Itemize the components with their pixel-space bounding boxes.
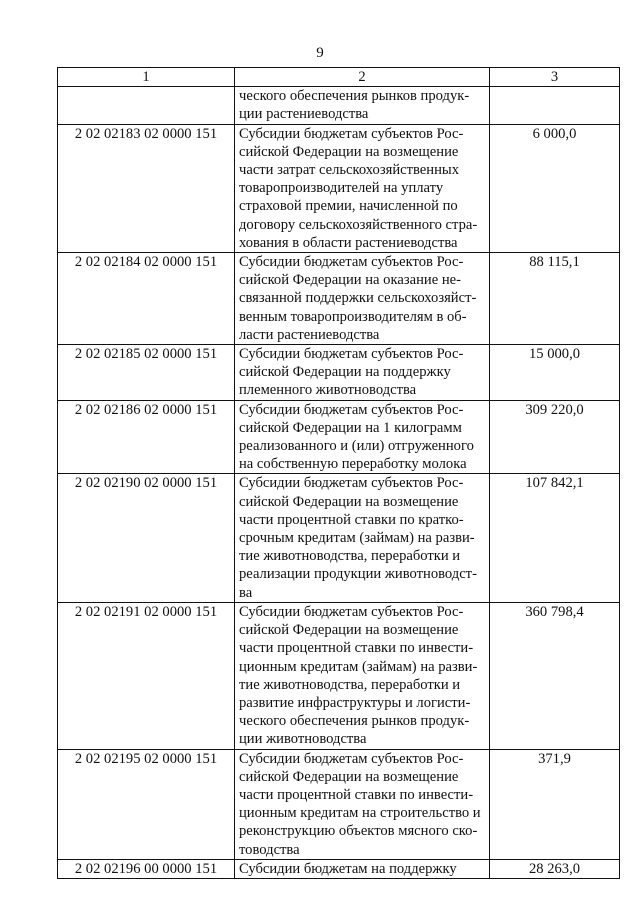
description-line: сийской Федерации на возмещение [239, 768, 459, 785]
amount-cell: 6 000,0 [490, 124, 620, 252]
description-cell [235, 749, 490, 859]
description-line: сийской Федерации на возмещение [239, 622, 459, 639]
amount-cell: 360 798,4 [490, 602, 620, 749]
description-line: Субсидии бюджетам субъектов Рос- [239, 401, 464, 418]
budget-code-cell: 2 02 02186 02 0000 151 [58, 400, 235, 474]
description-cell [235, 87, 490, 124]
table-body [58, 87, 620, 879]
description-line: страховой премии, начисленной по [239, 198, 458, 215]
table-header-row [58, 68, 620, 87]
budget-code-cell: 2 02 02195 02 0000 151 [58, 749, 235, 859]
description-line: ческого обеспечения рынков продук- [239, 713, 470, 730]
description-cell [235, 124, 490, 252]
amount-cell: 28 263,0 [490, 859, 620, 878]
description-line: Субсидии бюджетам на поддержку [239, 860, 457, 877]
budget-code-cell: 2 02 02183 02 0000 151 [58, 124, 235, 252]
budget-table [57, 67, 620, 879]
description-line: части процентной ставки по инвести- [239, 640, 474, 657]
table-row [58, 124, 620, 252]
table-row [58, 253, 620, 345]
description-line: товодства [239, 841, 300, 858]
budget-code-cell: 2 02 02196 00 0000 151 [58, 859, 235, 878]
description-line: Субсидии бюджетам субъектов Рос- [239, 254, 464, 271]
amount-cell: 15 000,0 [490, 345, 620, 401]
description-line: ционным кредитам (займам) на разви- [239, 658, 478, 675]
budget-code-cell [58, 87, 235, 124]
description-line: хования в области растениеводства [239, 234, 458, 251]
description-line: Субсидии бюджетам субъектов Рос- [239, 475, 464, 492]
description-cell [235, 253, 490, 345]
description-line: ции животноводства [239, 731, 367, 748]
amount-cell: 107 842,1 [490, 474, 620, 602]
description-cell [235, 859, 490, 878]
description-line: связанной поддержки сельскохозяйст- [239, 290, 477, 307]
description-line: ционным кредитам на строительство и [239, 805, 481, 822]
description-line: ции растениеводства [239, 106, 369, 123]
table-row [58, 602, 620, 749]
description-line: реконструкцию объектов мясного ско- [239, 823, 478, 840]
table-row [58, 474, 620, 602]
column-header-3: 3 [490, 68, 620, 87]
description-line: части процентной ставки по инвести- [239, 786, 474, 803]
description-line: тие животноводства, переработки и [239, 676, 461, 693]
description-line: венным товаропроизводителям в об- [239, 308, 467, 325]
description-line: реализованного и (или) отгруженного [239, 438, 474, 455]
description-line: сийской Федерации на возмещение [239, 493, 459, 510]
description-line: ласти растениеводства [239, 326, 380, 343]
description-cell [235, 474, 490, 602]
description-line: племенного животноводства [239, 382, 417, 399]
description-line: сийской Федерации на возмещение [239, 143, 459, 160]
budget-code-cell: 2 02 02184 02 0000 151 [58, 253, 235, 345]
description-cell [235, 602, 490, 749]
description-line: развитие инфраструктуры и логисти- [239, 694, 471, 711]
description-line: Субсидии бюджетам субъектов Рос- [239, 750, 464, 767]
table-row [58, 87, 620, 124]
description-line: реализации продукции животноводст- [239, 566, 477, 583]
description-cell [235, 345, 490, 401]
description-line: тие животноводства, переработки и [239, 548, 461, 565]
description-line: на собственную переработку молока [239, 456, 467, 473]
description-line: Субсидии бюджетам субъектов Рос- [239, 603, 464, 620]
description-cell [235, 400, 490, 474]
description-line: части затрат сельскохозяйственных [239, 162, 459, 179]
description-line: товаропроизводителей на уплату [239, 180, 444, 197]
budget-code-cell: 2 02 02190 02 0000 151 [58, 474, 235, 602]
table-row [58, 345, 620, 401]
description-line: Субсидии бюджетам субъектов Рос- [239, 346, 464, 363]
amount-cell: 88 115,1 [490, 253, 620, 345]
page-number: 9 [316, 45, 324, 61]
description-line: части процентной ставки по кратко- [239, 511, 464, 528]
budget-code-cell: 2 02 02185 02 0000 151 [58, 345, 235, 401]
amount-cell [490, 87, 620, 124]
description-line: сийской Федерации на 1 килограмм [239, 419, 462, 436]
column-header-2: 2 [235, 68, 490, 87]
description-line: ва [239, 584, 253, 601]
description-line: договору сельскохозяйственного стра- [239, 216, 478, 233]
budget-code-cell: 2 02 02191 02 0000 151 [58, 602, 235, 749]
column-header-1: 1 [58, 68, 235, 87]
description-line: Субсидии бюджетам субъектов Рос- [239, 125, 464, 142]
description-line: сийской Федерации на оказание не- [239, 272, 461, 289]
table-row [58, 859, 620, 878]
table-row [58, 749, 620, 859]
description-line: сийской Федерации на поддержку [239, 364, 451, 381]
description-line: срочным кредитам (займам) на разви- [239, 530, 475, 547]
amount-cell: 309 220,0 [490, 400, 620, 474]
table-row [58, 400, 620, 474]
amount-cell: 371,9 [490, 749, 620, 859]
description-line: ческого обеспечения рынков продук- [239, 88, 470, 105]
